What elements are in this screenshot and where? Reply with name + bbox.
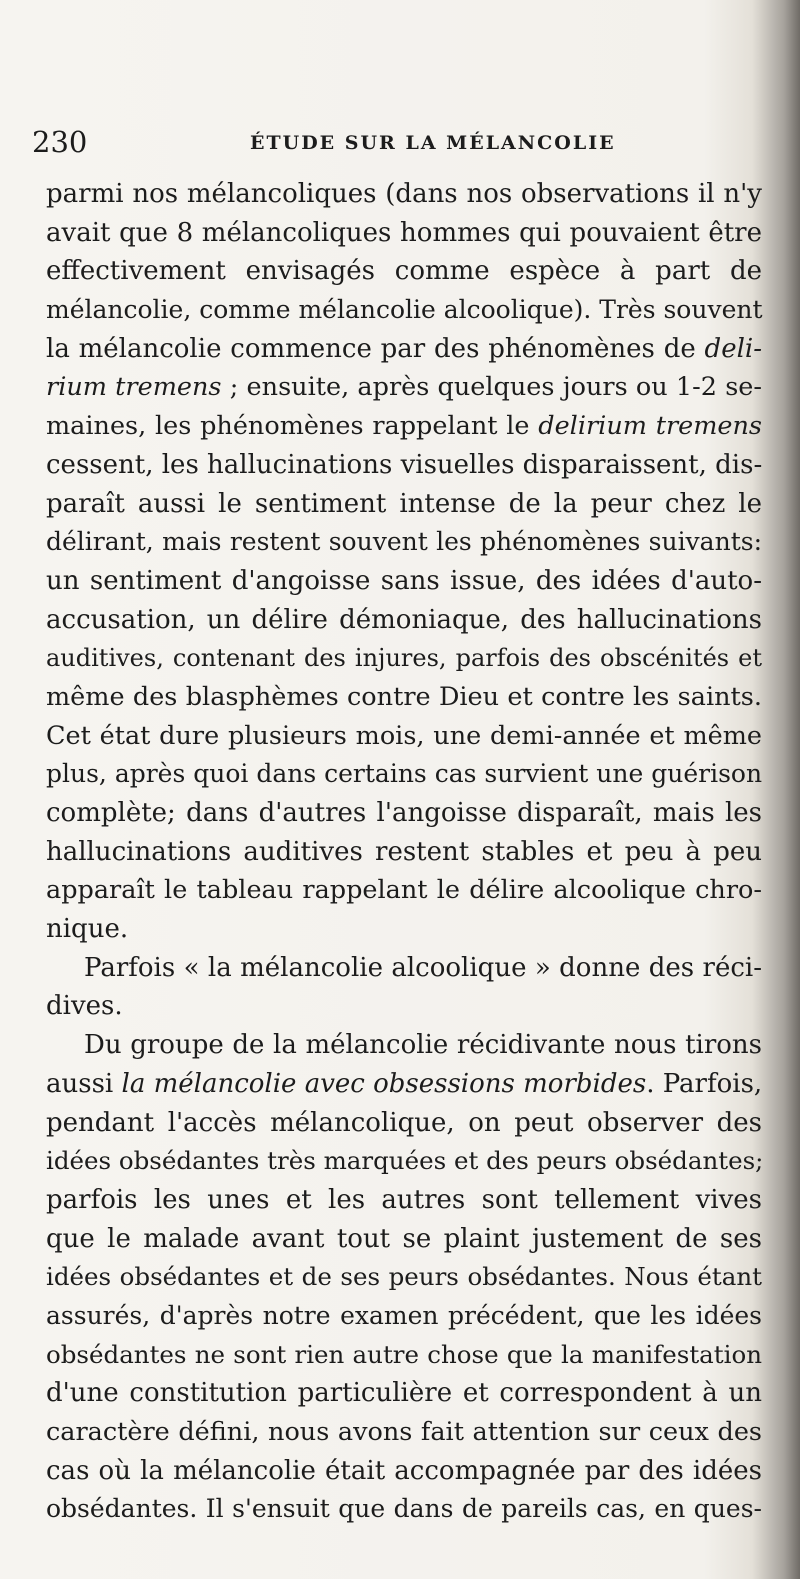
text-line: d'une constitution particulière et correspondent à un (46, 1378, 762, 1409)
text-line: même des blasphèmes contre Dieu et contre les saints. (46, 681, 762, 712)
text-line: parfois les unes et les autres sont tellement vives (46, 1184, 762, 1215)
text-line: assurés, d'après notre examen précédent, que les idées (46, 1300, 762, 1330)
text-line: complète; dans d'autres l'angoisse disparaît, mais les (46, 798, 762, 828)
text-line: apparaît le tableau rappelant le délire alcoolique chro- (46, 875, 762, 906)
text-line: effectivement envisagés comme espèce à part de (46, 256, 762, 287)
text-line: obsédantes. Il s'ensuit que dans de pareils cas, en ques- (46, 1494, 762, 1524)
text-line: Parfois « la mélancolie alcoolique » donne des réci- (84, 952, 762, 983)
text-line: Cet état dure plusieurs mois, une demi-année et même (46, 720, 762, 751)
text-line: avait que 8 mélancoliques hommes qui pouvaient être (46, 217, 762, 248)
text-line: que le malade avant tout se plaint justement de ses (46, 1223, 762, 1254)
text-line: cessent, les hallucinations visuelles disparaissent, dis- (46, 449, 763, 480)
text-line: nique. (46, 914, 129, 945)
text-line: caractère défini, nous avons fait attention sur ceux des (46, 1417, 762, 1447)
text-line: aussi la mélancolie avec obsessions morbides. Parfois, (46, 1068, 763, 1099)
italic-span: la mélancolie avec obsessions morbides (121, 1068, 647, 1099)
text-line: dives. (46, 991, 123, 1022)
text-line: hallucinations auditives restent stables et peu à peu (46, 836, 762, 867)
text-line: paraît aussi le sentiment intense de la peur chez le (46, 488, 762, 519)
text-line: idées obsédantes et de ses peurs obsédantes. Nous étant (46, 1262, 762, 1292)
text-line: la mélancolie commence par des phénomènes de deli- (46, 333, 762, 364)
text-line: délirant, mais restent souvent les phénomènes suivants: (46, 527, 762, 557)
italic-span: delirium tremens (538, 411, 763, 442)
page-header (32, 124, 732, 164)
body-text (46, 175, 762, 1529)
text-line: obsédantes ne sont rien autre chose que la manifestation (46, 1339, 762, 1369)
text-line: Du groupe de la mélancolie récidivante nous tirons (84, 1030, 762, 1061)
text-line: parmi nos mélancoliques (dans nos observations il n'y (46, 179, 762, 209)
text-line: auditives, contenant des injures, parfois des obscénités et (46, 644, 762, 673)
italic-span: deli- (704, 333, 762, 364)
text-line: idées obsédantes très marquées et des peurs obsédantes; (46, 1146, 764, 1176)
text-line: rium tremens ; ensuite, après quelques jours ou 1-2 se- (46, 372, 762, 403)
running-title: ÉTUDE SUR LA MÉLANCOLIE (250, 132, 616, 154)
text-line: maines, les phénomènes rappelant le delirium tremens (46, 411, 763, 442)
text-line: un sentiment d'angoisse sans issue, des idées d'auto- (46, 565, 762, 596)
italic-span: rium tremens (46, 372, 222, 403)
page-number: 230 (32, 125, 88, 159)
text-line: mélancolie, comme mélancolie alcoolique). Très souvent (46, 295, 763, 325)
text-line: accusation, un délire démoniaque, des hallucinations (46, 604, 762, 635)
text-line: cas où la mélancolie était accompagnée par des idées (46, 1455, 762, 1486)
text-line: pendant l'accès mélancolique, on peut observer des (46, 1107, 762, 1138)
text-line: plus, après quoi dans certains cas survient une guérison (46, 759, 763, 789)
